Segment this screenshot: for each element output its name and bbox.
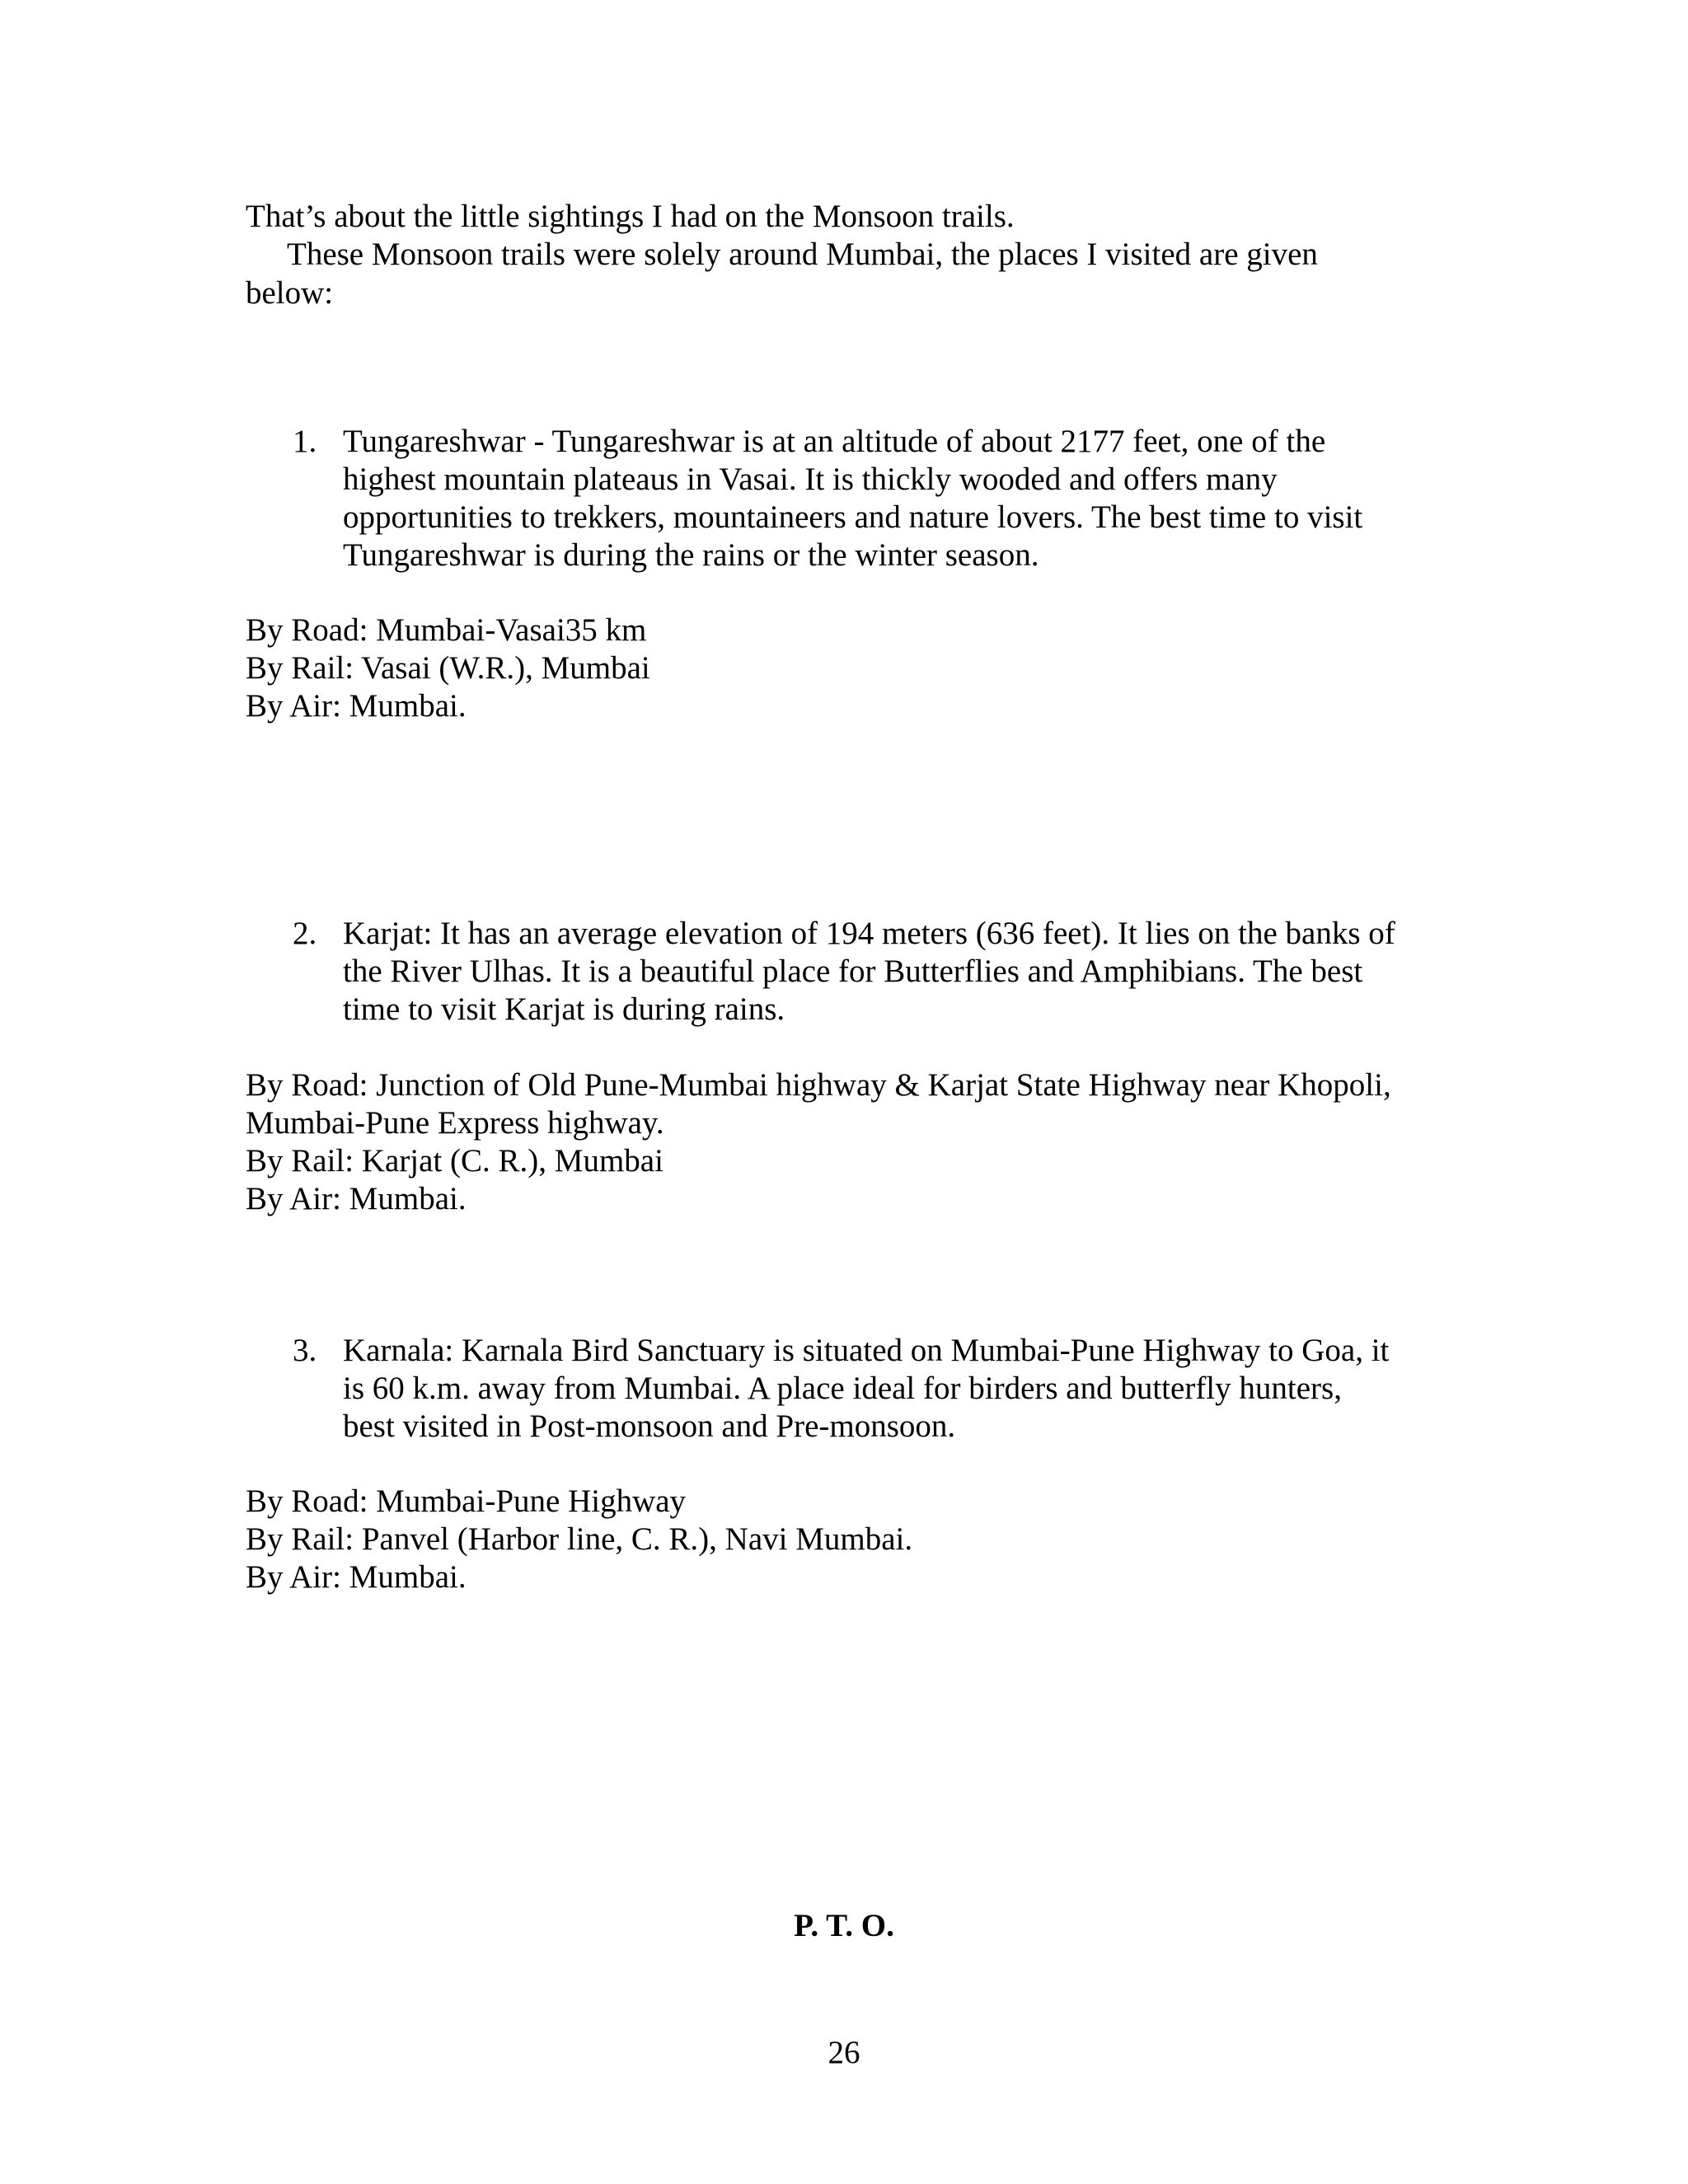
list-item-line: Tungareshwar is during the rains or the winter season. bbox=[343, 537, 1039, 573]
list-item-number: 3. bbox=[293, 1333, 317, 1368]
travel-road: By Road: Mumbai-Pune Highway bbox=[246, 1483, 687, 1519]
list-item-line: best visited in Post-monsoon and Pre-monsoon. bbox=[343, 1408, 956, 1444]
travel-air: By Air: Mumbai. bbox=[246, 1559, 467, 1595]
list-item-line: highest mountain plateaus in Vasai. It is thickly wooded and offers many bbox=[343, 462, 1278, 497]
travel-road-continued: Mumbai-Pune Express highway. bbox=[246, 1105, 664, 1141]
intro-line-3: below: bbox=[246, 275, 334, 311]
list-item-line: opportunities to trekkers, mountaineers and nature lovers. The best time to visit bbox=[343, 499, 1363, 535]
travel-rail: By Rail: Karjat (C. R.), Mumbai bbox=[246, 1143, 663, 1179]
travel-road: By Road: Mumbai-Vasai35 km bbox=[246, 612, 647, 648]
page-number: 26 bbox=[828, 2035, 860, 2070]
travel-road: By Road: Junction of Old Pune-Mumbai highway & Karjat State Highway near Khopoli, bbox=[246, 1067, 1391, 1103]
intro-line-1: That’s about the little sightings I had on the Monsoon trails. bbox=[246, 199, 1015, 234]
list-item-line: the River Ulhas. It is a beautiful place for Butterflies and Amphibians. The best bbox=[343, 954, 1363, 989]
list-item-line: is 60 k.m. away from Mumbai. A place ideal for birders and butterfly hunters, bbox=[343, 1371, 1342, 1406]
travel-air: By Air: Mumbai. bbox=[246, 1181, 467, 1216]
list-item-number: 1. bbox=[293, 424, 317, 459]
list-item-number: 2. bbox=[293, 916, 317, 951]
travel-rail: By Rail: Vasai (W.R.), Mumbai bbox=[246, 650, 650, 686]
travel-rail: By Rail: Panvel (Harbor line, C. R.), Navi Mumbai. bbox=[246, 1521, 913, 1557]
pto-label: P. T. O. bbox=[794, 1908, 894, 1943]
list-item-line: Karnala: Karnala Bird Sanctuary is situated on Mumbai-Pune Highway to Goa, it bbox=[343, 1333, 1390, 1368]
list-item-line: Karjat: It has an average elevation of 194 meters (636 feet). It lies on the banks of bbox=[343, 916, 1395, 951]
list-item-line: time to visit Karjat is during rains. bbox=[343, 991, 785, 1027]
travel-air: By Air: Mumbai. bbox=[246, 688, 467, 724]
intro-line-2: These Monsoon trails were solely around Mumbai, the places I visited are given bbox=[287, 237, 1318, 272]
list-item-line: Tungareshwar - Tungareshwar is at an altitude of about 2177 feet, one of the bbox=[343, 424, 1326, 459]
